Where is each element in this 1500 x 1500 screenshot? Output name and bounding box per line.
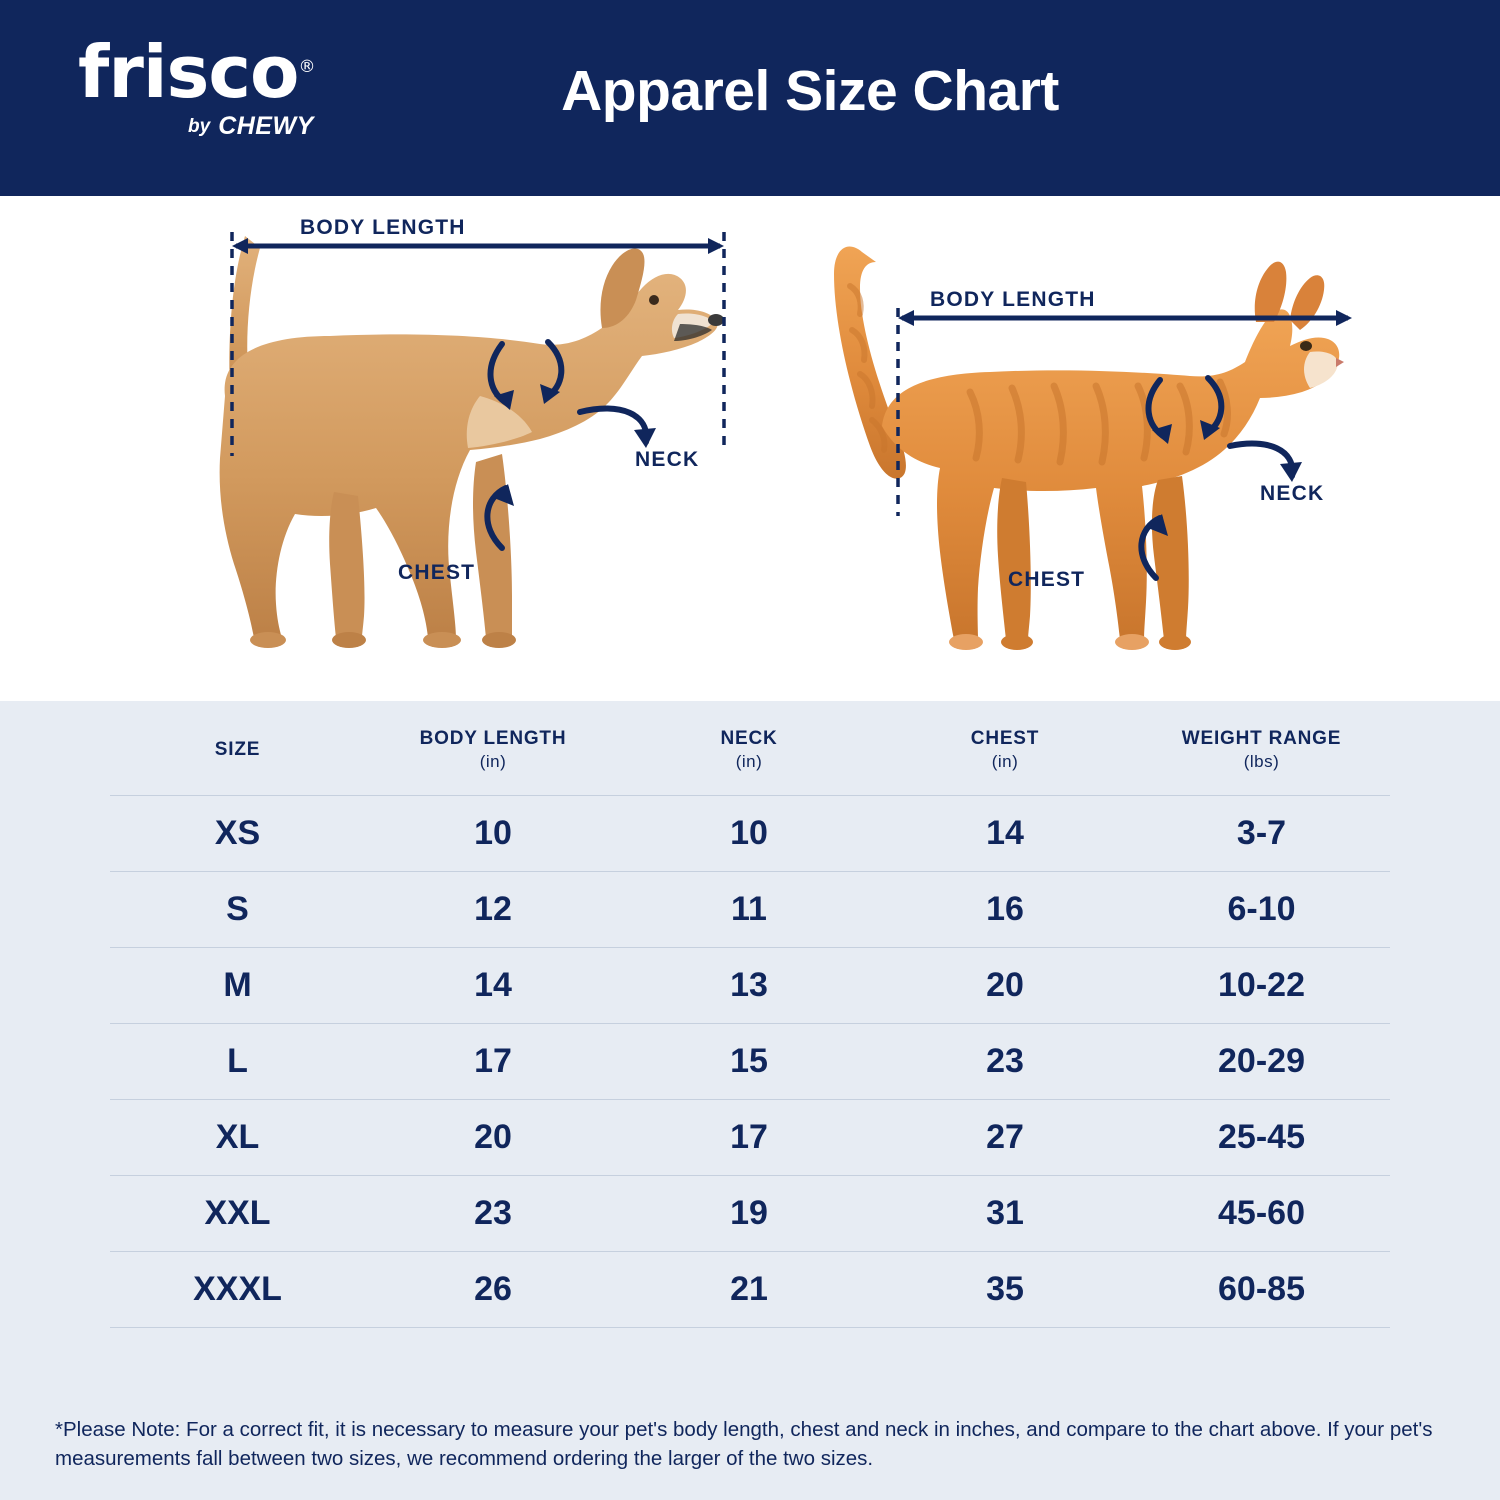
column-header-body-length-unit: (in) xyxy=(479,752,507,772)
dog-chest-label: CHEST xyxy=(398,561,476,584)
cell-body-length: 26 xyxy=(365,1252,621,1328)
cat-body-length-label: BODY LENGTH xyxy=(930,288,1096,311)
dog-diagram xyxy=(150,196,770,701)
cell-neck: 21 xyxy=(621,1252,877,1328)
registered-mark-icon: ® xyxy=(298,57,315,77)
table-header-row xyxy=(110,701,1390,796)
column-header-neck-label: NECK xyxy=(720,728,778,749)
cell-body-length: 23 xyxy=(365,1176,621,1252)
table-row xyxy=(110,1100,1390,1176)
cat-chest-label: CHEST xyxy=(1008,568,1086,591)
size-table-section xyxy=(0,701,1500,1500)
cell-size: XS xyxy=(110,796,365,872)
size-table xyxy=(110,701,1390,1328)
cell-chest: 14 xyxy=(877,796,1133,872)
table-row xyxy=(110,1024,1390,1100)
cat-neck-label: NECK xyxy=(1260,482,1325,505)
footer-note: *Please Note: For a correct fit, it is necessary to measure your pet's body length, chest and neck in inches, and compare to the chart above. If your pet's measurements fall between two sizes, we recommend ordering the larger of the two sizes. xyxy=(55,1417,1433,1471)
cell-body-length: 10 xyxy=(365,796,621,872)
table-row xyxy=(110,872,1390,948)
cell-weight: 20-29 xyxy=(1133,1024,1390,1100)
page-header xyxy=(0,0,1500,196)
cell-neck: 10 xyxy=(621,796,877,872)
cell-neck: 13 xyxy=(621,948,877,1024)
cell-chest: 23 xyxy=(877,1024,1133,1100)
column-header-body-length-label: BODY LENGTH xyxy=(419,728,567,749)
cell-chest: 35 xyxy=(877,1252,1133,1328)
column-header-body-length xyxy=(365,701,621,796)
cell-chest: 16 xyxy=(877,872,1133,948)
cell-chest: 20 xyxy=(877,948,1133,1024)
logo-by-text: by xyxy=(188,115,211,137)
cell-size: XL xyxy=(110,1100,365,1176)
cat-diagram xyxy=(790,196,1410,701)
logo-chewy-text: CHEWY xyxy=(218,112,314,141)
cat-illustration xyxy=(790,196,1410,701)
table-row xyxy=(110,1252,1390,1328)
table-row xyxy=(110,796,1390,872)
cell-weight: 3-7 xyxy=(1133,796,1390,872)
cell-size: M xyxy=(110,948,365,1024)
column-header-neck-unit: (in) xyxy=(735,752,763,772)
size-table-header xyxy=(110,701,1390,796)
cell-size: L xyxy=(110,1024,365,1100)
cell-neck: 19 xyxy=(621,1176,877,1252)
column-header-weight-range xyxy=(1133,701,1390,796)
cell-weight: 6-10 xyxy=(1133,872,1390,948)
cell-weight: 60-85 xyxy=(1133,1252,1390,1328)
cell-size: XXL xyxy=(110,1176,365,1252)
cell-size: S xyxy=(110,872,365,948)
size-table-body xyxy=(110,796,1390,1328)
page-title: Apparel Size Chart xyxy=(561,59,1059,123)
column-header-chest-label: CHEST xyxy=(970,728,1040,749)
table-row xyxy=(110,1176,1390,1252)
cell-neck: 15 xyxy=(621,1024,877,1100)
dog-neck-label: NECK xyxy=(635,448,700,471)
cell-weight: 10-22 xyxy=(1133,948,1390,1024)
column-header-size-label: SIZE xyxy=(214,738,261,760)
cell-chest: 27 xyxy=(877,1100,1133,1176)
cell-weight: 45-60 xyxy=(1133,1176,1390,1252)
cell-body-length: 14 xyxy=(365,948,621,1024)
cell-size: XXXL xyxy=(110,1252,365,1328)
column-header-size xyxy=(110,701,365,796)
cell-chest: 31 xyxy=(877,1176,1133,1252)
dog-body-length-label: BODY LENGTH xyxy=(300,216,466,239)
measurement-diagram xyxy=(0,196,1500,701)
cell-neck: 17 xyxy=(621,1100,877,1176)
dog-body-length-arrow xyxy=(232,238,724,254)
cell-neck: 11 xyxy=(621,872,877,948)
column-header-chest xyxy=(877,701,1133,796)
logo-frisco-text: frisco xyxy=(78,30,299,114)
cell-body-length: 12 xyxy=(365,872,621,948)
column-header-chest-unit: (in) xyxy=(991,752,1019,772)
column-header-weight-range-label: WEIGHT RANGE xyxy=(1181,728,1342,749)
column-header-neck xyxy=(621,701,877,796)
cell-weight: 25-45 xyxy=(1133,1100,1390,1176)
table-row xyxy=(110,948,1390,1024)
cell-body-length: 20 xyxy=(365,1100,621,1176)
column-header-weight-range-unit: (lbs) xyxy=(1243,752,1280,772)
cell-body-length: 17 xyxy=(365,1024,621,1100)
